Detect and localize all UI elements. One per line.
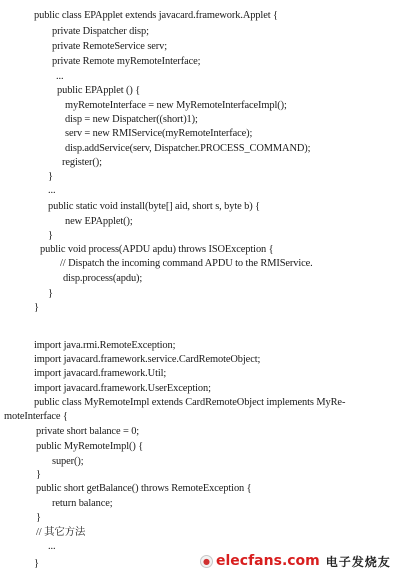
code-line: disp = new Dispatcher((short)1);: [65, 114, 198, 125]
code-line: }: [36, 469, 41, 480]
code-line: import java.rmi.RemoteException;: [34, 340, 176, 351]
watermark-chinese: 电子发烧友: [325, 554, 391, 569]
code-line: }: [48, 171, 53, 182]
code-line: register();: [62, 157, 102, 168]
code-line: public static void install(byte[] aid, short s, byte b) {: [48, 201, 260, 212]
code-line: ...: [56, 71, 64, 82]
code-line: }: [48, 230, 53, 241]
watermark-brand: elecfans.com: [216, 553, 320, 569]
code-line: public class EPApplet extends javacard.framework.Applet {: [34, 10, 278, 21]
code-line: // 其它方法: [36, 527, 86, 538]
code-line: public class MyRemoteImpl extends CardRemoteObject implements MyRe-: [34, 397, 346, 408]
code-line: moteInterface {: [4, 411, 68, 422]
code-line: serv = new RMIService(myRemoteInterface);: [65, 128, 253, 139]
code-line: import javacard.framework.service.CardRemoteObject;: [34, 354, 261, 365]
code-line: }: [34, 302, 39, 313]
code-line: ...: [48, 185, 56, 196]
elecfans-logo-icon: ●: [200, 555, 213, 568]
code-line: private RemoteService serv;: [52, 41, 168, 52]
code-line: super();: [52, 456, 84, 467]
code-line: // Dispatch the incoming command APDU to the RMIService.: [60, 258, 313, 269]
code-line: public EPApplet () {: [57, 85, 141, 96]
code-line: myRemoteInterface = new MyRemoteInterfaceImpl();: [65, 100, 287, 111]
code-line: import javacard.framework.Util;: [34, 368, 167, 379]
code-line: private Remote myRemoteInterface;: [52, 56, 201, 67]
code-line: return balance;: [52, 498, 113, 509]
code-line: new EPApplet();: [65, 216, 133, 227]
code-line: disp.addService(serv, Dispatcher.PROCESS_COMMAND);: [65, 143, 311, 154]
code-line: }: [36, 512, 41, 523]
watermark: [200, 549, 405, 573]
code-line: public MyRemoteImpl() {: [36, 441, 144, 452]
code-line: public short getBalance() throws RemoteException {: [36, 483, 252, 494]
code-line: import javacard.framework.UserException;: [34, 383, 211, 394]
code-line: private Dispatcher disp;: [52, 26, 149, 37]
code-line: disp.process(apdu);: [63, 273, 143, 284]
code-line: }: [48, 288, 53, 299]
code-line: }: [34, 558, 39, 569]
code-line: public void process(APDU apdu) throws ISOException {: [40, 244, 274, 255]
code-line: ...: [48, 541, 56, 552]
code-line: private short balance = 0;: [36, 426, 140, 437]
